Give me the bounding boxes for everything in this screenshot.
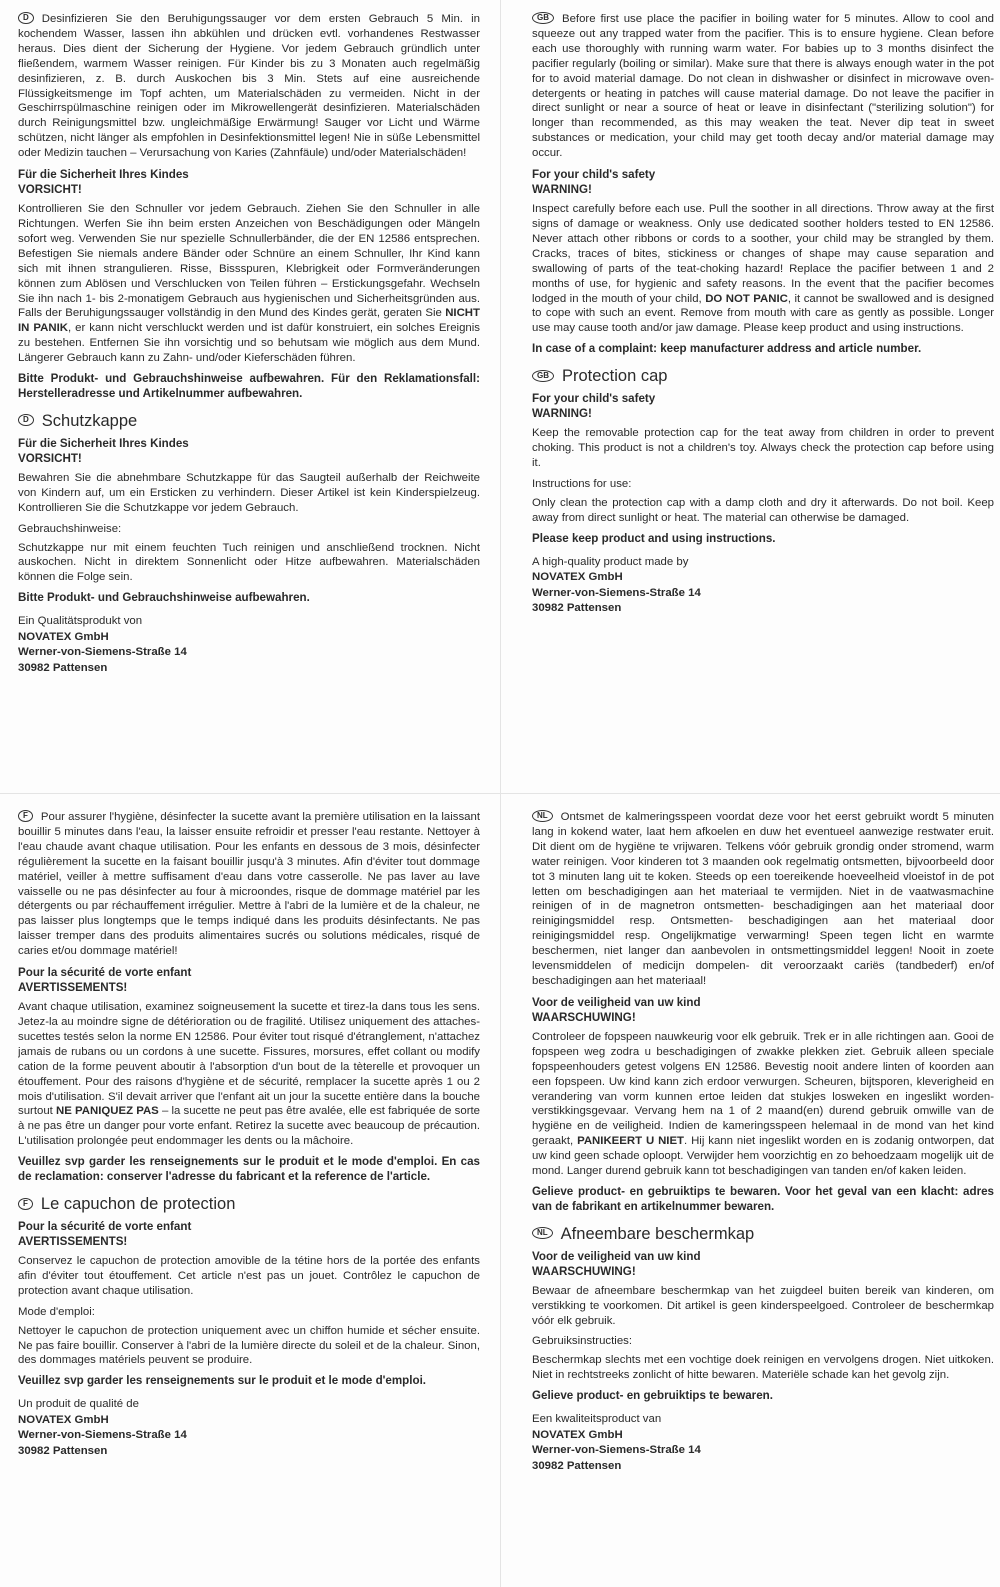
nl-cap-title: NL Afneembare beschermkap <box>532 1223 994 1245</box>
nl-cap-safety-heading: Voor de veiligheid van uw kind <box>532 1249 701 1263</box>
de-cap-instructions: Schutzkappe nur mit einem feuchten Tuch reinigen und anschließend trocknen. Nicht auskochen. Nicht in direktem Sonnenlicht oder Hitze aufbewahren. Materialschäden können die Folge sein. <box>18 541 480 584</box>
nl-safety-heading: Voor de veiligheid van uw kind <box>532 995 701 1009</box>
de-cap-title: D Schutzkappe <box>18 410 480 432</box>
german-section <box>18 12 480 676</box>
nl-cap-instructions: Beschermkap slechts met een vochtige doek reinigen en vervolgens drogen. Niet uitkoken. Niet in rechtstreeks zonlicht of hitte bewaren. Materiële schade kan het gevolg zijn. <box>532 1354 994 1382</box>
fr-cap-instructions-label: Mode d'emploi: <box>18 1305 95 1318</box>
de-cap-text: Bewahren Sie die abnehmbare Schutzkappe für das Saugteil außerhalb der Reichweite von Kindern auf, um ein Ersticken zu verhindern. Dieser Artikel ist kein Kinderspielzeug. Kontrollieren Sie die Schutzkappe vor jedem Gebrauch. <box>18 471 480 514</box>
de-cap-keep-notice: Bitte Produkt- und Gebrauchshinweise aufbewahren. <box>18 591 310 605</box>
nl-cap-keep-notice: Gelieve product- en gebruiktips te bewaren. <box>532 1389 773 1403</box>
de-cap-safety-heading: Für die Sicherheit Ihres Kindes <box>18 436 189 450</box>
de-safety-heading: Für die Sicherheit Ihres Kindes <box>18 168 189 182</box>
gb-language-badge: GB <box>532 12 554 24</box>
gb-cap-text: Keep the removable protection cap for the teat away from children in order to prevent choking. This product is not a children's toy. Always check the protection cap before using it. <box>532 427 994 469</box>
nl-keep-notice: Gelieve product- en gebruiktips te bewaren. Voor het geval van een klacht: adres van de fabrikant en artikelnummer bewaren. <box>532 1184 994 1213</box>
english-section <box>532 12 994 617</box>
horizontal-fold-line <box>0 793 1000 794</box>
nl-intro: NL Ontsmet de kalmeringsspeen voordat deze voor het eerst gebruikt wordt 5 minuten lang in kokend water, laat hem afkoelen en duw het eventueel aanwezige restwater eruit. Dit dient om de hygiëne te vrijwaren. Telkens vóór gebruik grondig onder stromend, warm water reinigen. Voor kinderen tot 3 maanden ook regelmatig ontsmetten, bijvoorbeeld door tot 3 minuten lang uit te koken. Steeds op een toereikende hoeveelheid vloeistof in de pot letten om beschadigingen aan het materiaal te vermijden. Niet in de vaatwasmachine reinigen of in de magnetron ontsmetten- beschadigingen aan het materiaal door reinigingsmiddel resp. Ontsmetten- beschadigingen aan het materiaal door reinigingsmiddel resp. Ongelijkmatige verwarming! Speen tegen licht en warmte beschermen, niet langer dan aanbevolen in ontsmettingsmiddel leggen! Nooit in zoete levensmiddelen of medicijn dompelen- dit veroorzaakt cariës (tandbederf) en/of beschadigingen aan het materiaal! <box>532 810 994 987</box>
fr-language-badge: F <box>18 810 33 822</box>
de-keep-notice: Bitte Produkt- und Gebrauchshinweise aufbewahren. Für den Reklamationsfall: Herstelleradresse und Artikelnummer aufbewahren. <box>18 372 480 400</box>
nl-warning: WAARSCHUWING! <box>532 1010 636 1024</box>
gb-manufacturer-address: A high-quality product made by NOVATEX GmbH Werner-von-Siemens-Straße 14 30982 Pattensen <box>532 555 701 615</box>
nl-safety-text: Controleer de fopspeen nauwkeurig voor elk gebruik. Trek er in alle richtingen aan. Gooi de fopspeen weg zodra u beschadigingen of zwakke plekken ziet. Gebruik alleen speciale fopspeenhouders getest volgens EN 12586. Bevestig nooit andere linten of koorden aan een fopspeen. Uw kind kann zich erdoor verwurgen. Scheuren, bijtsporen, kleverigheid en verandering van vorm kunnen ertoe leiden dat stukjes losweken en ingeslikt worden- verstikkingsgevaar. Vervang hem na 1 of 2 maand(en) durend gebruik omwille van de hygiëne en de veiligheid. Indien de kameringsspeen helemaal in de mond van het kind geraakt, PANIKEERT U NIET. Hij kann niet ingeslikt worden en is zodanig ontworpen, dat uw kind geen schade oploopt. Verwijder hem voorzichtig en zo behoedzaam mogelijk uit de mond. Langer durend gebruik kann tot beschadigingen van tanden en/of kaken leiden. <box>532 1030 994 1178</box>
french-section <box>18 810 480 1459</box>
gb-cap-instructions-label: Instructions for use: <box>532 477 632 490</box>
fr-safety-heading: Pour la sécurité de vorte enfant <box>18 966 192 980</box>
gb-warning: WARNING! <box>532 183 592 197</box>
gb-cap-warning: WARNING! <box>532 407 592 421</box>
dutch-section <box>532 810 994 1474</box>
fr-keep-notice: Veuillez svp garder les renseignements sur le produit et le mode d'emploi. En cas de reclamation: conserver l'adresse du fabricant et la reference de l'article. <box>18 1155 480 1184</box>
fr-safety-text: Avant chaque utilisation, examinez soigneusement la sucette et tirez-la dans tous les sens. Jetez-la au moindre signe de détérioration ou de fragilité. Utilisez uniquement des attaches-sucettes testés selon la norme EN 12586. Pour éviter tout risqué d'étranglement, n'attachez jamais de rubans ou un cordons à une sucette. Fissures, morsures, effet collant ou modify cation de la forme peuvent aboutir à l'absorption d'un bout de la tèterelle et provoquer un étouffement. Pour des raisons d'hygiène et de sécurité, remplacer la sucette après 1 ou 2 mois d'utilisation. S'il devait arriver que l'enfant ait un jour la sucette entière dans la bouche surtout NE PANIQUEZ PAS – la sucette ne peut pas être avalée, elle est fabriquée de sorte à ne pas être un danger pour vorte enfant. Retirez la sucette avec beaucoup de précaution. L'utilisation prolongée peut endommager les dents ou la mâchoire. <box>18 1001 480 1148</box>
fr-cap-instructions: Nettoyer le capuchon de protection uniquement avec un chiffon humide et sécher ensuite. Ne pas faire bouillir. Conserver à l'abri de la lumière directe du soleil et de la chaleur. Sinon, des dommages matériels peuvent se produire. <box>18 1324 480 1367</box>
gb-cap-safety-heading: For your child's safety <box>532 392 656 406</box>
nl-cap-instructions-label: Gebruiksinstructies: <box>532 1335 633 1348</box>
nl-language-badge: NL <box>532 810 553 822</box>
de-cap-instructions-label: Gebrauchshinweise: <box>18 522 122 535</box>
de-cap-warning: VORSICHT! <box>18 451 82 465</box>
fr-manufacturer-address: Un produit de qualité de NOVATEX GmbH Werner-von-Siemens-Straße 14 30982 Pattensen <box>18 1398 187 1457</box>
de-warning: VORSICHT! <box>18 183 82 197</box>
nl-cap-text: Bewaar de afneembare beschermkap van het zuigdeel buiten bereik van kinderen, om verstikking te voorkomen. Dit artikel is geen kinderspeelgoed. Controleer de beschermkap vóór elk gebruik. <box>532 1284 994 1327</box>
de-manufacturer-address: Ein Qualitätsprodukt von NOVATEX GmbH Werner-von-Siemens-Straße 14 30982 Pattensen <box>18 615 187 674</box>
fr-cap-title: F Le capuchon de protection <box>18 1193 480 1215</box>
fr-intro: F Pour assurer l'hygiène, désinfecter la sucette avant la première utilisation en la laissant bouillir 5 minutes dans l'eau, la laisser ensuite refroidir et presser l'eau restante. Nettoyer à l'eau chaude avant chaque utilisation. Pour les enfants en dessous de 3 mois, désinfecter régulièrement la sucette en la faisant bouillir jusqu'à 3 minutes. Afin d'éviter tout dommage matériel, veiller à mettre suffisament d'eau dans votre casserolle. Ne pas laver au lave vaisselle ou ne pas désinfecter au four à microondes, risque de dommage matériel par les détergents ou par réchauffement irrégulier. Mettre à l'abri de la lumière et de la chaleur, ne pas laisser plus longtemps que le temps indiqué dans les produits désinfectants. Ne pas laisser tremper dans des produits alimentaires sucrés ou solutions médicales, risqué de caries et/ou dommage matériel! <box>18 810 480 958</box>
gb-intro: GB Before first use place the pacifier in boiling water for 5 minutes. Allow to cool and squeeze out any trapped water from the pacifier. This is to ensure hygiene. Clean before each use thoroughly with running warm water. For babies up to 3 months disinfect the pacifier regularly (boiling or similar). Make sure that there is always enough water in the pot for to avoid material damage. Do not clean in dishwasher or disinfect in microwave oven- detergents or heating in patches will cause material damage. Do not leave the pacifier in direct sunlight or near a source of heat or leave in disinfectant ("sterilizing solution") for longer than recommended, as this may weaken the teat. Never dip teat in sweet substances or medication, your child may get tooth decay and/or material damage may occur. <box>532 12 994 160</box>
fr-cap-keep-notice: Veuillez svp garder les renseignements sur le produit et le mode d'emploi. <box>18 1374 427 1388</box>
gb-safety-text: Inspect carefully before each use. Pull the soother in all directions. Throw away at the first signs of damage or weakness. Only use dedicated soother holders tested to EN 12586. Never attach other ribbons or cords to a soother, your child may be strangled by them. Cracks, traces of bites, stickiness or changes of shape may cause separation and swallowing of parts of the teat-choking hazard! Replace the pacifier between 1 and 2 months of use, for hygienic and safety reasons. In the event that the pacifier becomes lodged in the mouth of your child, DO NOT PANIC, it cannot be swallowed and is designed to cope with such an event. Remove from mouth with care as gently as possible. Longer use may cause tooth and/or jaw damage. Please keep product and using instructions. <box>532 203 994 335</box>
nl-cap-warning: WAARSCHUWING! <box>532 1264 636 1278</box>
de-language-badge: D <box>18 12 34 24</box>
gb-complaint-notice: In case of a complaint: keep manufacturer address and article number. <box>532 342 922 356</box>
nl-manufacturer-address: Een kwaliteitsproduct van NOVATEX GmbH Werner-von-Siemens-Straße 14 30982 Pattensen <box>532 1413 701 1472</box>
gb-cap-title: GB Protection cap <box>532 365 994 387</box>
gb-cap-keep-notice: Please keep product and using instructions. <box>532 531 776 545</box>
de-safety-text: Kontrollieren Sie den Schnuller vor jedem Gebrauch. Ziehen Sie den Schnuller in alle Richtungen. Werfen Sie ihn beim ersten Anzeichen von Beschädigungen oder Mängeln sofort weg. Verwenden Sie nur spezielle Schnullerbänder, die der EN 12586 entsprechen. Befestigen Sie niemals andere Bänder oder Schnüre an einem Schnuller, Ihr Kind kann sich mit ihnen strangulieren. Risse, Bissspuren, Klebrigkeit oder Formveränderungen können zum Ablösen und Verschlucken von Teilen führen – Erstickungsgefahr. Wechseln Sie ihn nach 1- bis 2-monatigem Gebrauch aus hygienischen und Sicherheitsgründen aus. Falls der Beruhigungssauger vollständig in den Mund des Kindes gerät, geraten Sie NICHT IN PANIK, er kann nicht verschluckt werden und ist dafür konstruiert, ein solches Ereignis zu bestehen. Entfernen Sie ihn vorsichtig und so behutsam wie möglich aus dem Mund. Längerer Gebrauch kann zu Zahn- und/oder Kieferschäden führen. <box>18 203 480 365</box>
fr-cap-text: Conservez le capuchon de protection amovible de la tétine hors de la portée des enfants afin d'éviter tout étouffement. Cet article n'est pas un jouet. Contrôlez le capuchon de protection avant chaque utilisation. <box>18 1254 480 1297</box>
de-intro: D Desinfizieren Sie den Beruhigungssauger vor dem ersten Gebrauch 5 Min. in kochendem Wasser, lassen ihn abkühlen und drücken evtl. vorhandenes Restwasser heraus. Dies dient der Sicherung der Hygiene. Vor jedem Gebrauch gründlich unter fließendem, warmem Wasser reinigen. Für Kinder bis zu 3 Monaten auch regelmäßig desinfizieren, z. B. durch Auskochen bis 3 Min. Stets auf eine ausreichende Flüssigkeitsmenge im Topf achten, um Materialschäden zu vermeiden. Nicht in der Geschirrspülmaschine reinigen oder im Mikrowellengerät desinfizieren. Materialschäden durch Reinigungsmittel bzw. ungleichmäßige Erwärmung! Sauger vor Licht und Wärme schützen, nicht länger als empfohlen in Desinfektionsmittel legen! Nie in süße Lebensmittel oder Medizin tauchen – Verursachung von Karies (Zahnfäule) und/oder Materialschäden! <box>18 12 480 160</box>
fr-cap-warning: AVERTISSEMENTS! <box>18 1234 128 1248</box>
gb-safety-heading: For your child's safety <box>532 168 656 182</box>
gb-cap-instructions: Only clean the protection cap with a damp cloth and dry it afterwards. Do not boil. Keep away from direct sunlight or heat. The material can otherwise be damaged. <box>532 496 994 524</box>
fr-warning: AVERTISSEMENTS! <box>18 981 128 995</box>
fr-cap-safety-heading: Pour la sécurité de vorte enfant <box>18 1219 192 1233</box>
